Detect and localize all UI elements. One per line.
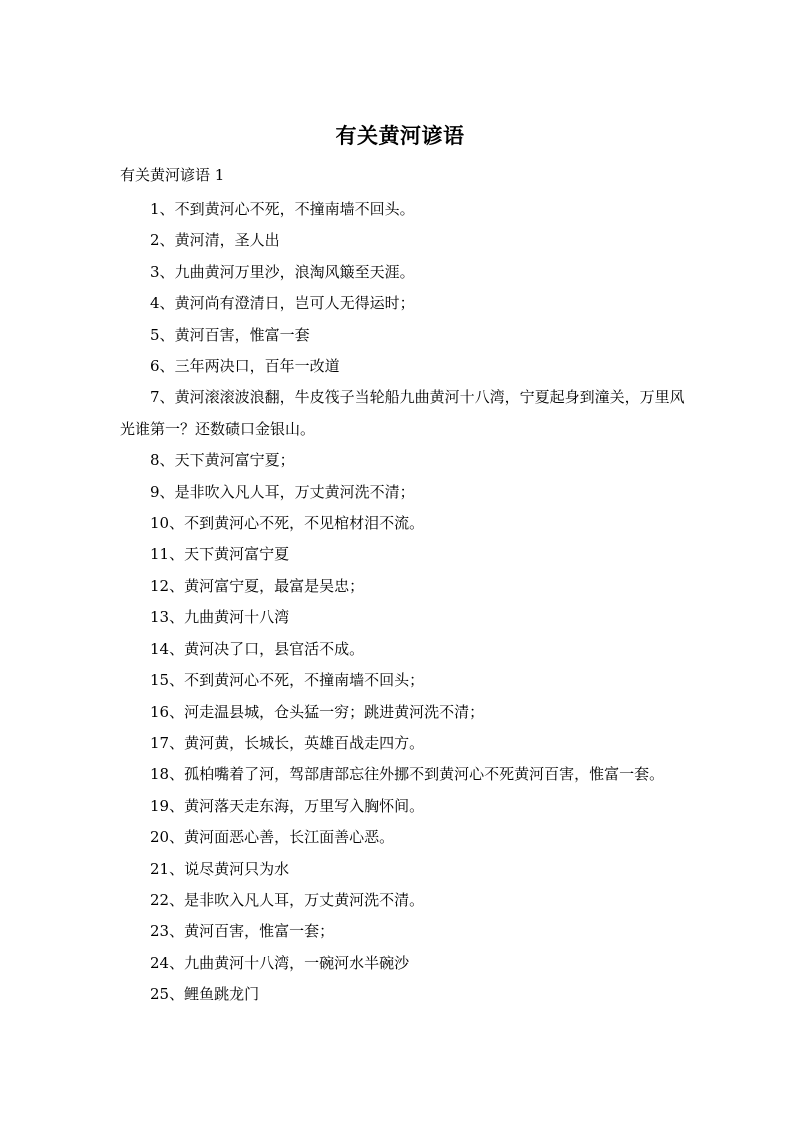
proverb-number: 2 bbox=[150, 231, 160, 250]
proverb-number: 25 bbox=[150, 985, 170, 1004]
proverb-item bbox=[120, 822, 685, 853]
proverb-separator: 、 bbox=[169, 733, 185, 752]
proverb-separator: 、 bbox=[169, 953, 185, 972]
proverb-text: 黄河黄，长城长，英雄百战走四方。 bbox=[184, 733, 425, 752]
proverb-item bbox=[120, 697, 685, 728]
proverb-separator: 、 bbox=[169, 576, 185, 595]
proverb-item bbox=[120, 665, 685, 696]
proverb-text: 说尽黄河只为水 bbox=[184, 859, 290, 878]
proverb-separator: 、 bbox=[169, 702, 185, 721]
proverb-text: 黄河面恶心善，长江面善心恶。 bbox=[184, 828, 395, 847]
proverb-text: 黄河百害，惟富一套； bbox=[184, 922, 335, 941]
proverb-number: 11 bbox=[150, 545, 170, 564]
proverb-number: 18 bbox=[150, 765, 170, 784]
proverb-separator: 、 bbox=[169, 890, 185, 909]
proverb-separator: 、 bbox=[169, 608, 185, 627]
proverb-number: 9 bbox=[150, 482, 160, 501]
proverb-number: 21 bbox=[150, 859, 170, 878]
proverb-item bbox=[120, 288, 685, 319]
proverb-number: 20 bbox=[150, 828, 170, 847]
proverb-number: 23 bbox=[150, 922, 170, 941]
proverb-number: 17 bbox=[150, 733, 170, 752]
proverb-number: 7 bbox=[150, 388, 160, 407]
proverb-text: 天下黄河富宁夏 bbox=[184, 545, 290, 564]
proverb-separator: 、 bbox=[159, 262, 175, 281]
proverb-number: 24 bbox=[150, 953, 170, 972]
proverb-list bbox=[120, 194, 685, 1011]
proverb-separator: 、 bbox=[169, 828, 185, 847]
proverb-number: 4 bbox=[150, 294, 160, 313]
proverb-number: 6 bbox=[150, 357, 160, 376]
proverb-text: 黄河决了口，县官活不成。 bbox=[184, 639, 365, 658]
proverb-item bbox=[120, 634, 685, 665]
proverb-separator: 、 bbox=[159, 451, 175, 470]
proverb-text: 黄河落天走东海，万里写入胸怀间。 bbox=[184, 796, 425, 815]
proverb-item bbox=[120, 854, 685, 885]
proverb-text: 黄河百害，惟富一套 bbox=[174, 325, 310, 344]
proverb-item bbox=[120, 979, 685, 1010]
proverb-text: 九曲黄河十八湾 bbox=[184, 608, 290, 627]
proverb-item bbox=[120, 225, 685, 256]
proverb-separator: 、 bbox=[169, 796, 185, 815]
proverb-item bbox=[120, 445, 685, 476]
proverb-text: 九曲黄河万里沙，浪淘风簸至天涯。 bbox=[174, 262, 415, 281]
proverb-item bbox=[120, 382, 685, 445]
proverb-item bbox=[120, 885, 685, 916]
proverb-text: 不到黄河心不死，不撞南墙不回头； bbox=[184, 671, 425, 690]
proverb-item bbox=[120, 477, 685, 508]
proverb-number: 1 bbox=[150, 200, 160, 218]
proverb-item bbox=[120, 759, 685, 790]
document-title: 有关黄河谚语 bbox=[335, 124, 465, 148]
proverb-text: 是非吹入凡人耳，万丈黄河洗不清； bbox=[174, 482, 415, 501]
proverb-number: 14 bbox=[150, 639, 170, 658]
proverb-text: 黄河尚有澄清日，岂可人无得运时； bbox=[174, 294, 415, 313]
proverb-item bbox=[120, 351, 685, 382]
proverb-item bbox=[120, 916, 685, 947]
proverb-number: 5 bbox=[150, 325, 160, 344]
proverb-separator: 、 bbox=[159, 357, 175, 376]
proverb-number: 12 bbox=[150, 576, 170, 595]
proverb-number: 10 bbox=[150, 514, 170, 533]
proverb-separator: 、 bbox=[169, 639, 185, 658]
proverb-number: 22 bbox=[150, 890, 170, 909]
proverb-number: 16 bbox=[150, 702, 170, 721]
proverb-item bbox=[120, 508, 685, 539]
proverb-text: 不到黄河心不死，不见棺材泪不流。 bbox=[184, 514, 425, 533]
proverb-separator: 、 bbox=[169, 765, 185, 784]
proverb-item bbox=[120, 791, 685, 822]
section-heading: 有关黄河谚语 1 bbox=[120, 166, 225, 184]
proverb-text: 是非吹入凡人耳，万丈黄河洗不清。 bbox=[184, 890, 425, 909]
proverb-separator: 、 bbox=[159, 325, 175, 344]
proverb-item bbox=[120, 539, 685, 570]
proverb-text: 河走温县城，仓头猛一穷；跳进黄河洗不清； bbox=[184, 702, 485, 721]
proverb-text: 不到黄河心不死，不撞南墙不回头。 bbox=[174, 200, 415, 218]
proverb-text: 黄河滚滚波浪翻，牛皮筏子当轮船九曲黄河十八湾，宁夏起身到潼关，万里风光谁第一？还数碛口金银山。 bbox=[120, 388, 685, 438]
proverb-item bbox=[120, 602, 685, 633]
proverb-separator: 、 bbox=[159, 388, 175, 407]
proverb-item bbox=[120, 320, 685, 351]
proverb-number: 15 bbox=[150, 671, 170, 690]
proverb-separator: 、 bbox=[159, 200, 175, 218]
proverb-item bbox=[120, 257, 685, 288]
proverb-text: 九曲黄河十八湾，一碗河水半碗沙 bbox=[184, 953, 410, 972]
proverb-separator: 、 bbox=[169, 985, 185, 1004]
proverb-separator: 、 bbox=[159, 482, 175, 501]
proverb-item bbox=[120, 194, 685, 225]
proverb-separator: 、 bbox=[169, 859, 185, 878]
proverb-number: 19 bbox=[150, 796, 170, 815]
proverb-number: 8 bbox=[150, 451, 160, 470]
proverb-separator: 、 bbox=[169, 514, 185, 533]
proverb-text: 黄河富宁夏，最富是吴忠； bbox=[184, 576, 365, 595]
proverb-item bbox=[120, 571, 685, 602]
proverb-separator: 、 bbox=[169, 922, 185, 941]
proverb-item bbox=[120, 728, 685, 759]
proverb-number: 13 bbox=[150, 608, 170, 627]
proverb-text: 黄河清，圣人出 bbox=[174, 231, 280, 250]
proverb-separator: 、 bbox=[159, 294, 175, 313]
proverb-separator: 、 bbox=[159, 231, 175, 250]
proverb-text: 三年两决口，百年一改道 bbox=[174, 357, 340, 376]
proverb-text: 孤柏嘴着了河，驾部唐部忘往外挪不到黄河心不死黄河百害，惟富一套。 bbox=[184, 765, 665, 784]
proverb-text: 鲤鱼跳龙门 bbox=[184, 985, 260, 1004]
proverb-separator: 、 bbox=[169, 545, 185, 564]
proverb-item bbox=[120, 948, 685, 979]
proverb-number: 3 bbox=[150, 262, 160, 281]
proverb-separator: 、 bbox=[169, 671, 185, 690]
proverb-text: 天下黄河富宁夏； bbox=[174, 451, 295, 470]
